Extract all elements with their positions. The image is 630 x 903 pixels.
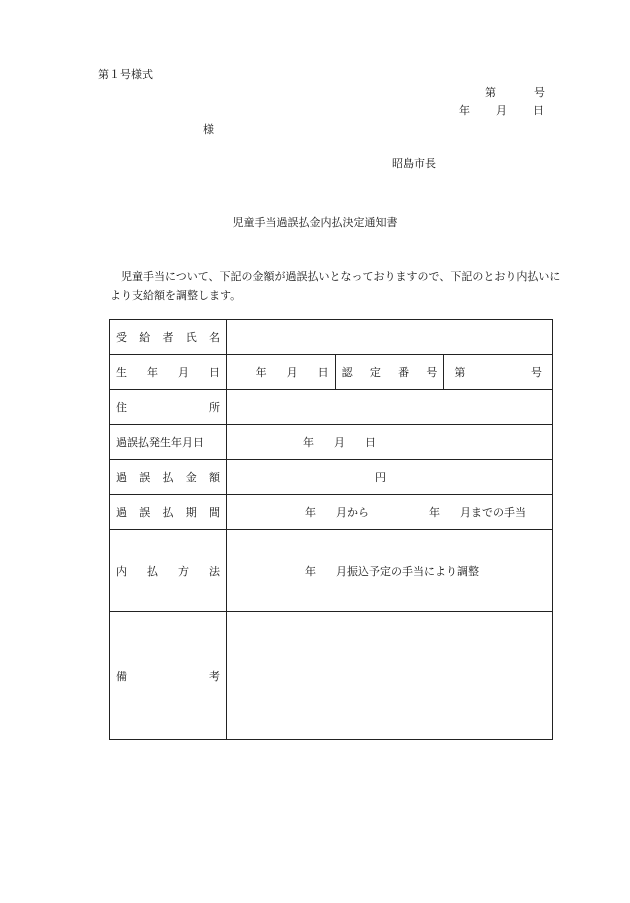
cert-number-label — [335, 355, 444, 390]
overpay-amount-unit: 円 — [375, 471, 386, 484]
period-end-month: 月までの手当 — [460, 506, 526, 519]
remarks-label — [110, 612, 227, 740]
form-number: 第１号様式 — [98, 68, 153, 81]
table-row — [110, 425, 553, 460]
payment-method-label — [110, 530, 227, 612]
address-label-text: 住 所 — [116, 401, 220, 414]
cert-number-label-text: 認 定 番 号 — [341, 366, 438, 379]
address-label — [110, 390, 227, 425]
body-text: 児童手当について、下記の金額が過誤払いとなっておりますので、下記のとおり内払いにより支給額を調整します。 — [110, 270, 561, 302]
overpay-amount-label-text: 過 誤 払 金 額 — [116, 471, 220, 484]
issue-date-day: 日 — [533, 104, 544, 117]
cert-number-prefix: 第 — [454, 366, 466, 379]
overpay-date-day: 日 — [365, 436, 376, 449]
birthdate-value — [227, 355, 336, 390]
birthdate-label — [110, 355, 227, 390]
overpay-period-value — [227, 495, 553, 530]
birthdate-label-text: 生 年 月 日 — [116, 366, 220, 379]
remarks-value — [227, 612, 553, 740]
overpay-date-label — [110, 425, 227, 460]
table-row — [110, 390, 553, 425]
recipient-honorific: 様 — [203, 123, 214, 136]
period-start-year: 年 — [305, 506, 316, 519]
payment-method-value — [227, 530, 553, 612]
overpay-date-label-text: 過誤払発生年月日 — [116, 436, 204, 449]
remarks-label-text: 備 考 — [116, 669, 220, 683]
payment-method-text: 月振込予定の手当により調整 — [336, 564, 479, 578]
body-paragraph — [110, 267, 570, 305]
period-end-year: 年 — [429, 506, 440, 519]
table-row — [110, 460, 553, 495]
payment-method-year: 年 — [305, 564, 316, 578]
notice-table — [109, 319, 553, 740]
issue-date-year: 年 — [459, 104, 470, 117]
period-start-month: 月から — [336, 506, 369, 519]
table-row — [110, 612, 553, 740]
issue-date — [459, 102, 544, 118]
recipient-name-value — [227, 320, 553, 355]
overpay-date-month: 月 — [334, 436, 345, 449]
recipient-name-label-text: 受 給 者 氏 名 — [116, 331, 220, 344]
address-value — [227, 390, 553, 425]
cert-number-value — [444, 355, 553, 390]
cert-number-suffix: 号 — [531, 366, 542, 379]
doc-number-suffix: 号 — [534, 86, 545, 99]
birthdate-month: 月 — [286, 366, 298, 379]
overpay-period-label — [110, 495, 227, 530]
birthdate-day: 日 — [317, 366, 329, 379]
table-row — [110, 355, 553, 390]
doc-number-prefix: 第 — [485, 86, 496, 99]
payment-method-label-text: 内 払 方 法 — [116, 564, 220, 578]
document-title: 児童手当過誤払金内払決定通知書 — [232, 216, 398, 229]
recipient-name-label — [110, 320, 227, 355]
overpay-date-year: 年 — [303, 436, 314, 449]
table-row — [110, 530, 553, 612]
birthdate-year: 年 — [255, 366, 267, 379]
overpay-amount-value — [227, 460, 553, 495]
issuer-name: 昭島市長 — [392, 157, 436, 170]
overpay-amount-label — [110, 460, 227, 495]
document-number — [485, 84, 545, 100]
table-row — [110, 320, 553, 355]
issue-date-month: 月 — [496, 104, 507, 117]
overpay-date-value — [227, 425, 553, 460]
table-row — [110, 495, 553, 530]
overpay-period-label-text: 過 誤 払 期 間 — [116, 506, 220, 519]
